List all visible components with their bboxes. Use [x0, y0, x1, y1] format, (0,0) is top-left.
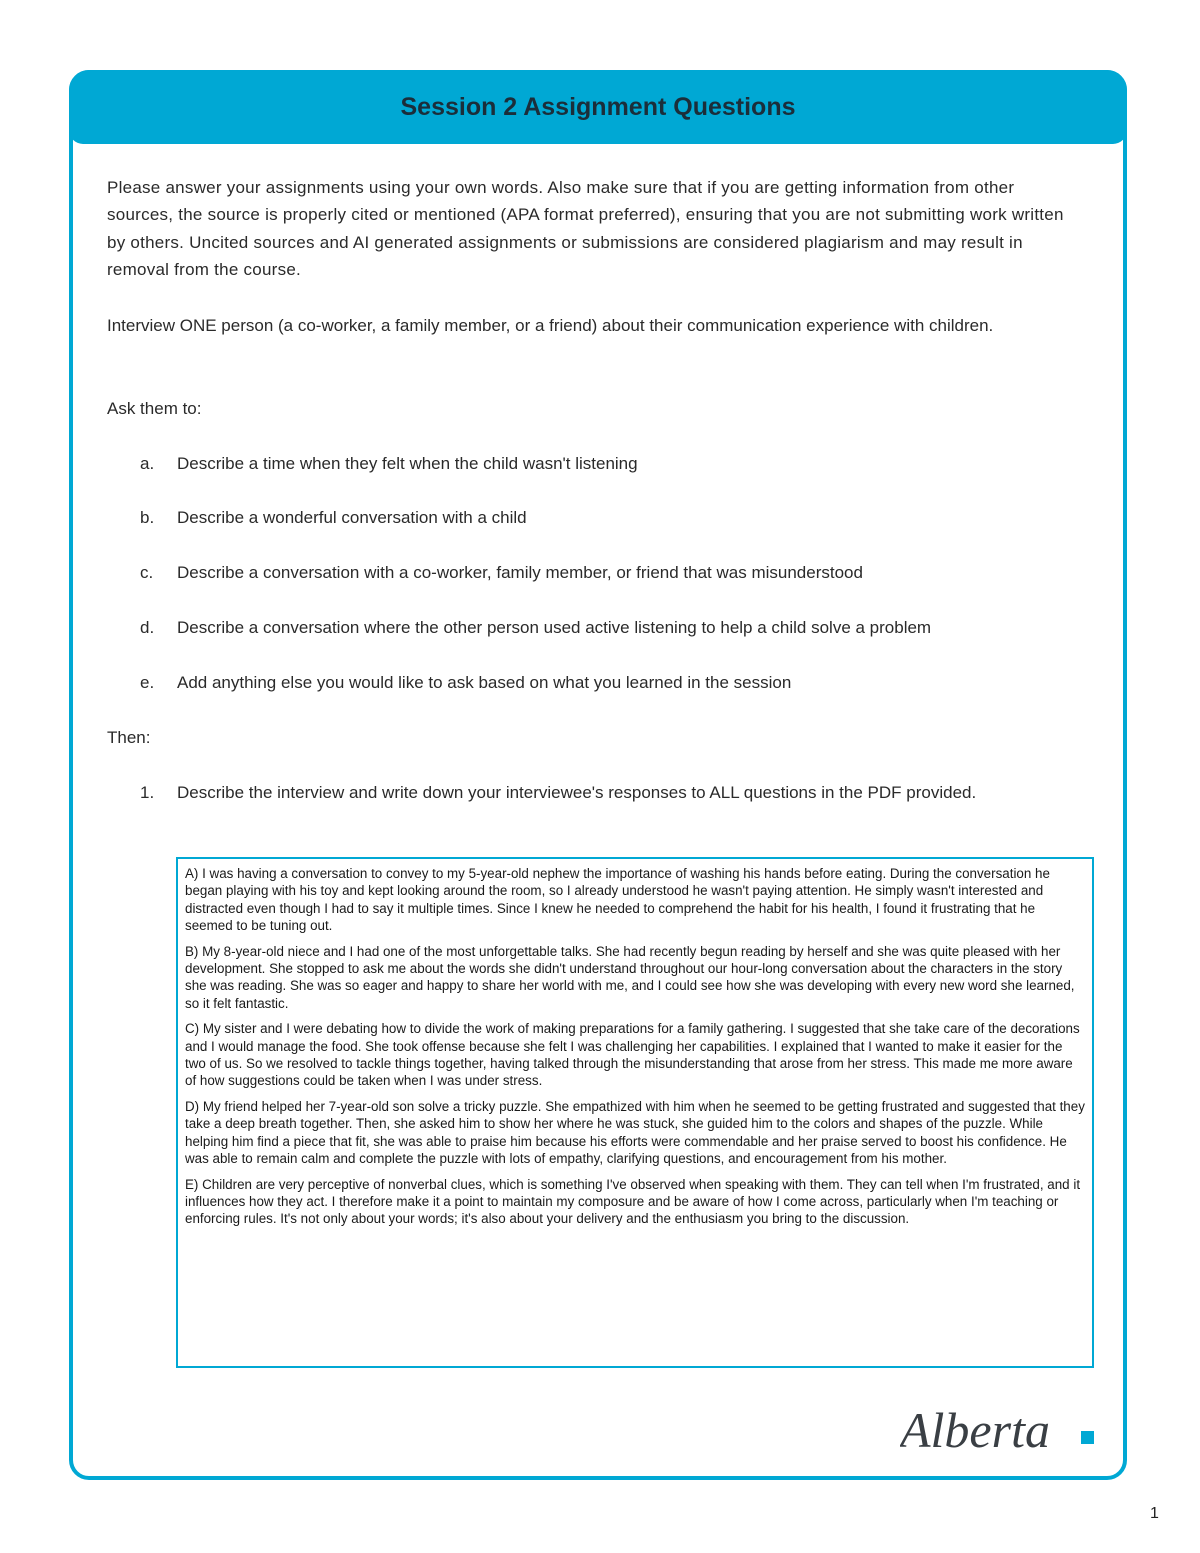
page-number: 1	[1150, 1505, 1159, 1522]
answer-paragraph: C) My sister and I were debating how to divide the work of making preparations for a family gathering. I suggested that she take care of the decorations and I would manage the food. She took offense because she felt I was challenging her capabilities. I explained that I wanted to make it easier for the two of us. So we resolved to tackle things together, having talked through the misunderstanding that arose from her stress. This made me more aware of how suggestions could be taken when I was under stress.	[185, 1021, 1080, 1089]
question-text: Describe a time when they felt when the child wasn't listening	[177, 454, 638, 473]
list-marker: b.	[140, 508, 155, 527]
list-item	[107, 779, 1007, 835]
answer-paragraph: E) Children are very perceptive of nonverbal clues, which is something I've observed when speaking with them. They can tell when I'm frustrated, and it influences how they act. I therefore make it a point to maintain my composure and be aware of how I come across, particularly when I'm teaching or enforcing rules. It's not only about your words; it's also about your delivery and the enthusiasm you bring to the discussion.	[185, 1176, 1081, 1227]
then-label: Then:	[107, 728, 151, 747]
task-text: Describe the interview and write down your interviewee's responses to ALL questions in the PDF provided.	[177, 783, 977, 802]
question-text: Describe a conversation with a co-worker, family member, or friend that was misunderstood	[177, 563, 863, 582]
page-title: Session 2 Assignment Questions	[400, 92, 796, 121]
question-text: Add anything else you would like to ask based on what you learned in the session	[177, 673, 792, 692]
list-marker: a.	[140, 454, 155, 473]
ask-label: Ask them to:	[107, 399, 202, 418]
question-text: Describe a conversation where the other person used active listening to help a child solve a problem	[177, 618, 932, 637]
question-text: Describe a wonderful conversation with a child	[177, 508, 527, 527]
list-marker: e.	[140, 673, 155, 692]
intro-paragraph: Please answer your assignments using your own words. Also make sure that if you are getting information from other sources, the source is properly cited or mentioned (APA format preferred), ensuring that you are not submitting work written by others. Uncited sources and AI generated assignments or submissions are considered plagiarism and may result in removal from the course.	[107, 178, 1064, 279]
list-marker: 1.	[140, 783, 155, 802]
list-marker: d.	[140, 618, 155, 637]
interview-instruction: Interview ONE person (a co-worker, a family member, or a friend) about their communication experience with children.	[107, 316, 994, 335]
list-marker: c.	[140, 563, 154, 582]
answer-paragraph: D) My friend helped her 7-year-old son solve a tricky puzzle. She empathized with him when he seemed to be getting frustrated and suggested that they take a deep breath together. Then, she asked him to show her where he was stuck, she guided him to the colors and shapes of the puzzle. While helping him find a piece that fit, she was able to praise him because his efforts were commendable and her praise served to boost his confidence. He was able to remain calm and complete the puzzle with lots of empathy, clarifying questions, and encouragement from his mother.	[185, 1098, 1085, 1167]
answer-paragraph: B) My 8-year-old niece and I had one of the most unforgettable talks. She had recently begun reading by herself and she was quite pleased with her development. She stopped to ask me about the words she didn't understand throughout our hour-long conversation about the characters in the story she was reading. She was so eager and happy to share her world with me, and I could see how she was developing with every new word she learned, so it felt fantastic.	[185, 943, 1075, 1011]
alberta-logo-icon	[900, 1395, 1100, 1460]
svg-text:Alberta: Alberta	[900, 1402, 1050, 1458]
header-banner	[69, 70, 1127, 144]
answer-text-field[interactable]	[176, 857, 1094, 1368]
answer-paragraph: A) I was having a conversation to convey to my 5-year-old nephew the importance of washing his hands before eating. During the conversation he began playing with his toy and kept looking around the room, so I already understood he wasn't paying attention. He simply wasn't interested and distracted even though I had to say it multiple times. Since I knew he needed to comprehend the habit for his health, I found it frustrating that he seemed to be tuning out.	[185, 866, 1050, 934]
